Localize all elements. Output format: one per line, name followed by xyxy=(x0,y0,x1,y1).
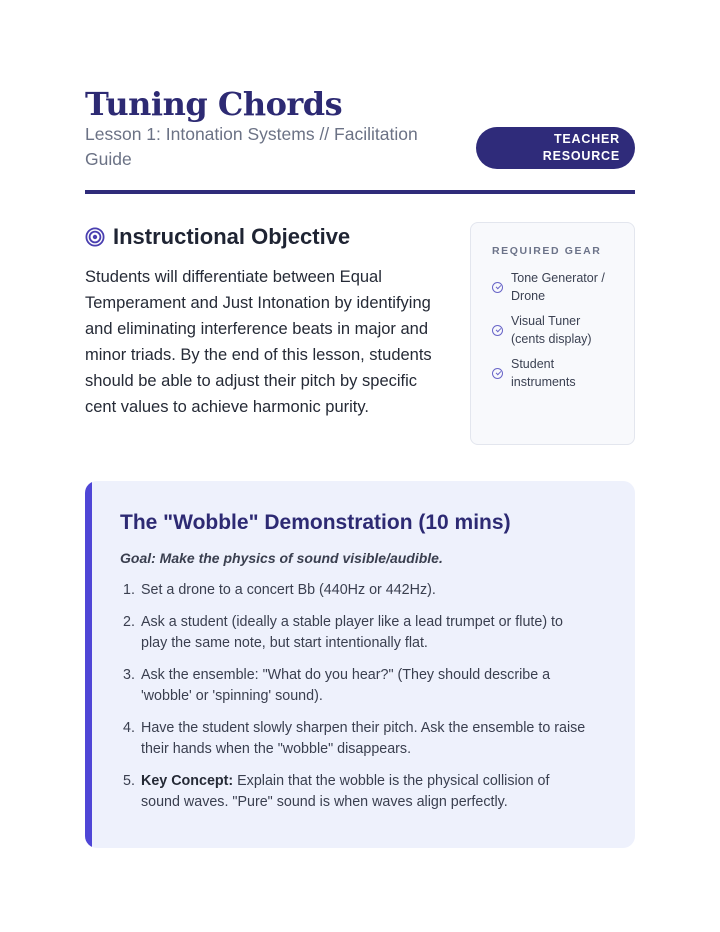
gear-item-label-line: instruments xyxy=(511,375,576,389)
step-item xyxy=(120,771,590,813)
demo-steps xyxy=(120,580,590,813)
gear-item-label xyxy=(511,269,605,305)
check-circle-icon xyxy=(492,282,503,293)
gear-item-label-line: Student xyxy=(511,357,555,371)
gear-item-label-line: Drone xyxy=(511,289,546,303)
gear-item-label-line: (cents display) xyxy=(511,332,592,346)
step-item xyxy=(120,718,590,760)
page-header xyxy=(85,84,635,194)
lesson-page xyxy=(85,84,635,810)
step-item xyxy=(120,612,590,654)
step-text: Ask the ensemble: "What do you hear?" (They should describe a 'wobble' or 'spinning' sound). xyxy=(141,667,551,704)
gear-item-label xyxy=(511,312,592,348)
badge-line-1: TEACHER xyxy=(553,132,620,146)
objective-text: Students will differentiate between Equal Temperament and Just Intonation by identifying and eliminating interference beats in major and minor triads. By the end of this lesson, students should be able to adjust their pitch by specific cent values to achieve harmonic purity. xyxy=(85,268,432,416)
step-number: 5. xyxy=(123,773,135,789)
card-accent-bar xyxy=(85,481,92,848)
step-item xyxy=(120,665,590,707)
step-text: Ask a student (ideally a stable player like a lead trumpet or flute) to play the same note, but start intentionally flat. xyxy=(141,614,563,651)
step-item xyxy=(120,580,590,601)
page-title: Tuning Chords xyxy=(85,85,343,123)
gear-item xyxy=(492,312,620,348)
demo-content xyxy=(120,509,590,824)
demo-title: The "Wobble" Demonstration (10 mins) xyxy=(120,511,511,534)
gear-item xyxy=(492,355,620,391)
target-icon xyxy=(85,227,105,247)
check-circle-icon xyxy=(492,368,503,379)
header-divider xyxy=(85,190,635,194)
objective-header xyxy=(85,222,455,252)
wobble-demo-card xyxy=(85,481,635,848)
step-number: 1. xyxy=(123,582,135,598)
step-text: Set a drone to a concert Bb (440Hz or 442Hz). xyxy=(141,582,436,598)
gear-heading: REQUIRED GEAR xyxy=(492,245,602,257)
step-text: Have the student slowly sharpen their pitch. Ask the ensemble to raise their hands when the "wobble" disappears. xyxy=(141,720,586,757)
key-concept-label: Key Concept: xyxy=(141,773,234,789)
page-subtitle: Lesson 1: Intonation Systems // Facilitation Guide xyxy=(85,124,418,169)
demo-goal: Goal: Make the physics of sound visible/audible. xyxy=(120,550,443,566)
gear-item xyxy=(492,269,620,305)
step-text: Explain that the wobble is the physical collision of sound waves. "Pure" sound is when waves align perfectly. xyxy=(141,773,550,810)
check-circle-icon xyxy=(492,325,503,336)
badge-line-2: RESOURCE xyxy=(542,149,620,163)
required-gear-panel xyxy=(470,222,635,445)
gear-item-label-line: Visual Tuner xyxy=(511,314,581,328)
objective-title: Instructional Objective xyxy=(113,224,351,249)
step-number: 4. xyxy=(123,720,135,736)
step-number: 2. xyxy=(123,614,135,630)
step-number: 3. xyxy=(123,667,135,683)
teacher-resource-badge xyxy=(476,127,635,169)
gear-item-label xyxy=(511,355,576,391)
objective-section xyxy=(85,222,455,420)
gear-item-label-line: Tone Generator / xyxy=(511,271,605,285)
